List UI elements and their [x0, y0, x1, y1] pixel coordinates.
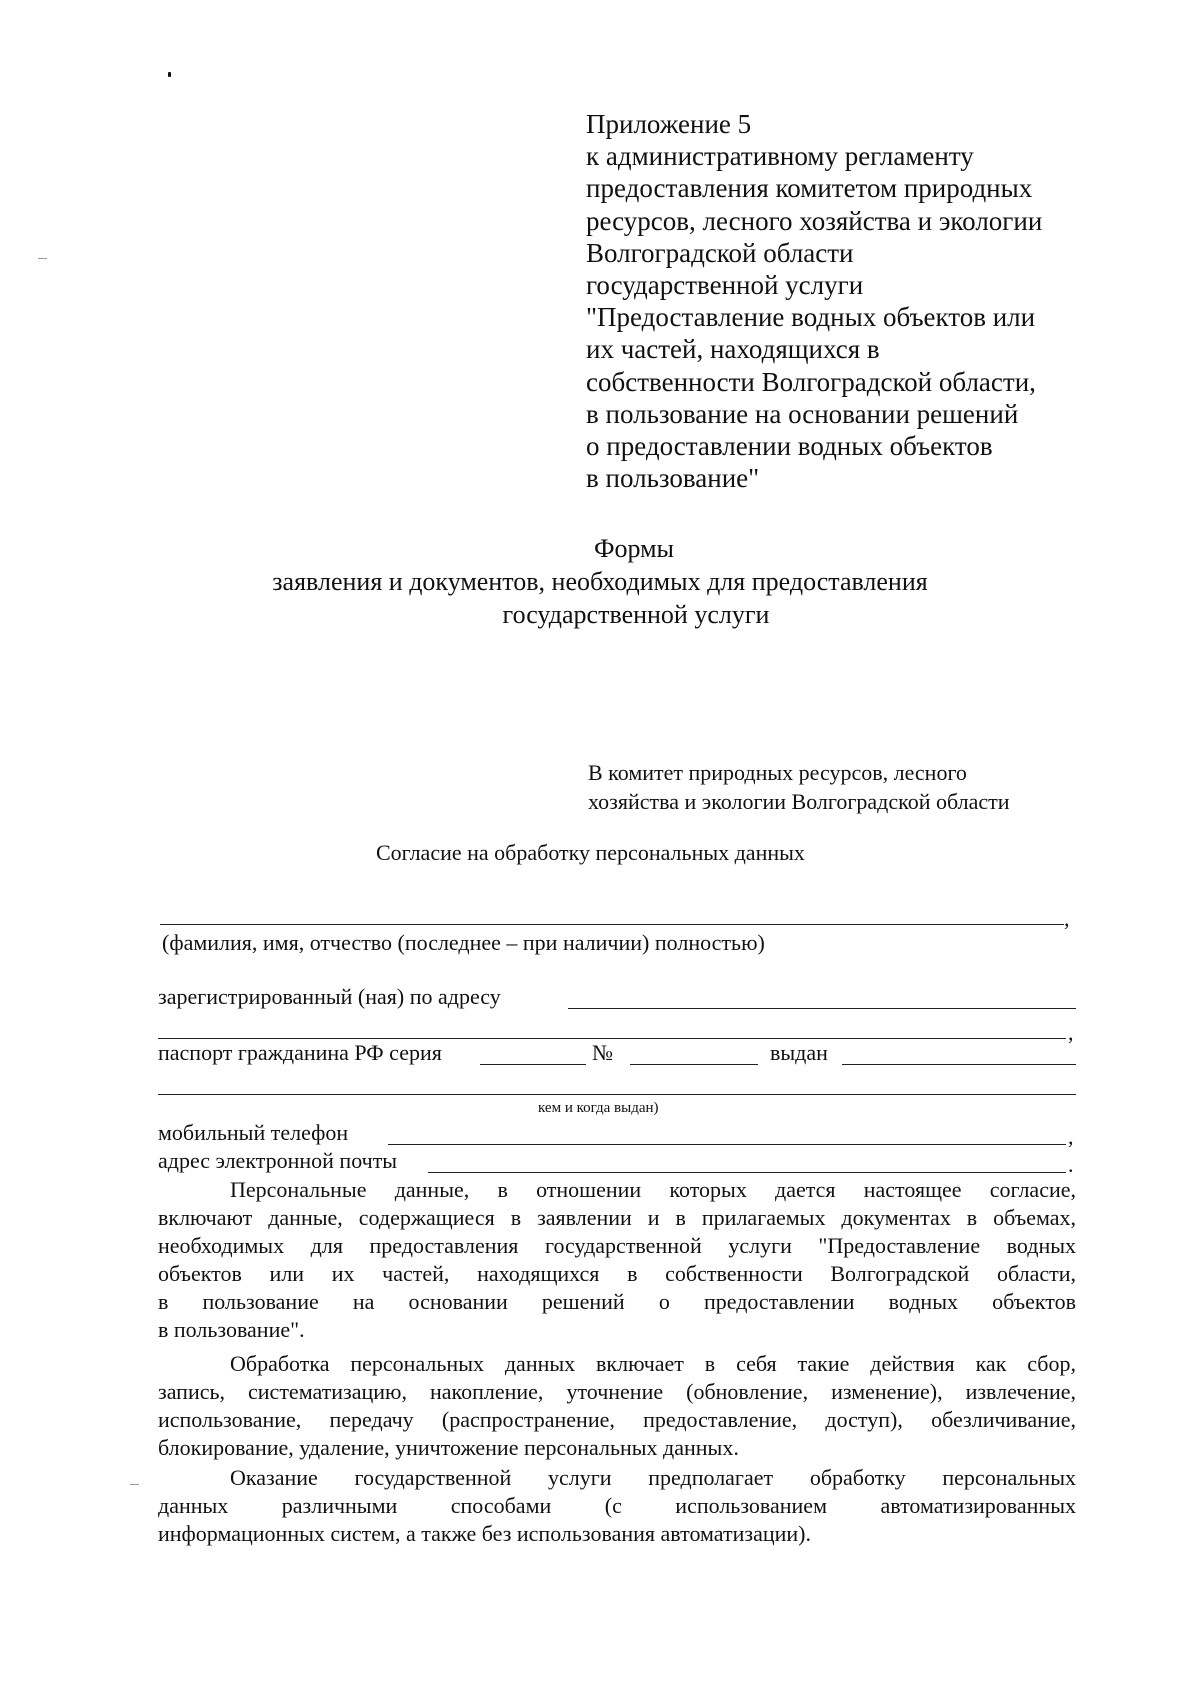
- forms-title-line: Формы: [593, 534, 675, 563]
- passport-issued-field-line[interactable]: [842, 1064, 1076, 1065]
- appendix-block: [586, 108, 1106, 494]
- appendix-line: собственности Волгоградской области,: [586, 366, 1036, 397]
- scan-speck: [168, 72, 171, 77]
- forms-title-line: заявления и документов, необходимых для предоставления: [272, 567, 928, 596]
- paragraph-line: необходимых для предоставления государственной услуги "Предоставление водных: [158, 1233, 1076, 1258]
- passport-issued-label: выдан: [770, 1040, 828, 1065]
- passport-series-field-line[interactable]: [480, 1064, 586, 1065]
- paragraph-line: включают данные, содержащиеся в заявлении и в прилагаемых документах в объемах,: [158, 1205, 1076, 1230]
- appendix-line: о предоставлении водных объектов: [586, 431, 993, 462]
- passport-number-field-line[interactable]: [630, 1064, 758, 1065]
- forms-title-line: государственной услуги: [502, 600, 770, 629]
- appendix-line: ресурсов, лесного хозяйства и экологии: [586, 205, 1043, 236]
- appendix-line: в пользование": [586, 463, 760, 494]
- passport-series-label: паспорт гражданина РФ серия: [158, 1040, 442, 1065]
- addressee-block: [588, 758, 1088, 816]
- consent-title: Согласие на обработку персональных данных: [376, 840, 805, 865]
- registered-address-field-line[interactable]: [568, 1008, 1076, 1009]
- paragraph-line: в пользование".: [158, 1317, 305, 1342]
- paragraph-line: информационных систем, а также без использования автоматизации).: [158, 1521, 811, 1546]
- scan-margin-mark: [38, 258, 47, 259]
- paragraph-line: Обработка персональных данных включает в себя такие действия как сбор,: [230, 1351, 1076, 1376]
- paragraph-line: Оказание государственной услуги предполагает обработку персональных: [230, 1465, 1076, 1490]
- scan-margin-mark: [130, 1484, 139, 1485]
- forms-title: [0, 532, 1200, 631]
- paragraph-processing: [158, 1350, 1076, 1462]
- paragraph-scope: [158, 1176, 1076, 1344]
- issued-by-field-line[interactable]: [158, 1094, 1076, 1095]
- appendix-line: Волгоградской области: [586, 237, 854, 268]
- email-label: адрес электронной почты: [158, 1148, 398, 1173]
- email-period: .: [1068, 1152, 1074, 1177]
- issued-by-caption: кем и когда выдан): [538, 1100, 659, 1116]
- registered-address-field-line-2[interactable]: [158, 1038, 1066, 1039]
- paragraph-methods: [158, 1464, 1076, 1548]
- appendix-line: предоставления комитетом природных: [586, 173, 1033, 204]
- appendix-line: Приложение 5: [586, 109, 752, 139]
- mobile-phone-field-line[interactable]: [388, 1144, 1066, 1145]
- fio-comma: ,: [1064, 906, 1070, 931]
- addressee-line: хозяйства и экологии Волгоградской области: [588, 789, 1010, 814]
- paragraph-line: в пользование на основании решений о предоставлении водных объектов: [158, 1289, 1076, 1314]
- passport-number-label: №: [592, 1040, 613, 1065]
- mobile-phone-label: мобильный телефон: [158, 1120, 349, 1145]
- fio-caption: (фамилия, имя, отчество (последнее – при наличии) полностью): [162, 930, 765, 955]
- appendix-line: их частей, находящихся в: [586, 334, 880, 365]
- address-comma: ,: [1068, 1020, 1074, 1045]
- email-field-line[interactable]: [428, 1172, 1066, 1173]
- appendix-line: в пользование на основании решений: [586, 398, 1019, 429]
- appendix-line: "Предоставление водных объектов или: [586, 302, 1036, 333]
- paragraph-line: данных различными способами (с использованием автоматизированных: [158, 1493, 1076, 1518]
- paragraph-line: объектов или их частей, находящихся в собственности Волгоградской области,: [158, 1261, 1076, 1286]
- paragraph-line: запись, систематизацию, накопление, уточнение (обновление, изменение), извлечение,: [158, 1379, 1076, 1404]
- paragraph-line: использование, передачу (распространение, предоставление, доступ), обезличивание,: [158, 1407, 1076, 1432]
- paragraph-line: Персональные данные, в отношении которых дается настоящее согласие,: [230, 1177, 1076, 1202]
- appendix-line: государственной услуги: [586, 270, 864, 301]
- registered-address-label: зарегистрированный (ная) по адресу: [158, 984, 501, 1009]
- paragraph-line: блокирование, удаление, уничтожение персональных данных.: [158, 1435, 739, 1460]
- appendix-line: к административному регламенту: [586, 141, 974, 172]
- addressee-line: В комитет природных ресурсов, лесного: [588, 760, 967, 785]
- phone-comma: ,: [1068, 1124, 1074, 1149]
- fio-field-line[interactable]: [160, 924, 1064, 925]
